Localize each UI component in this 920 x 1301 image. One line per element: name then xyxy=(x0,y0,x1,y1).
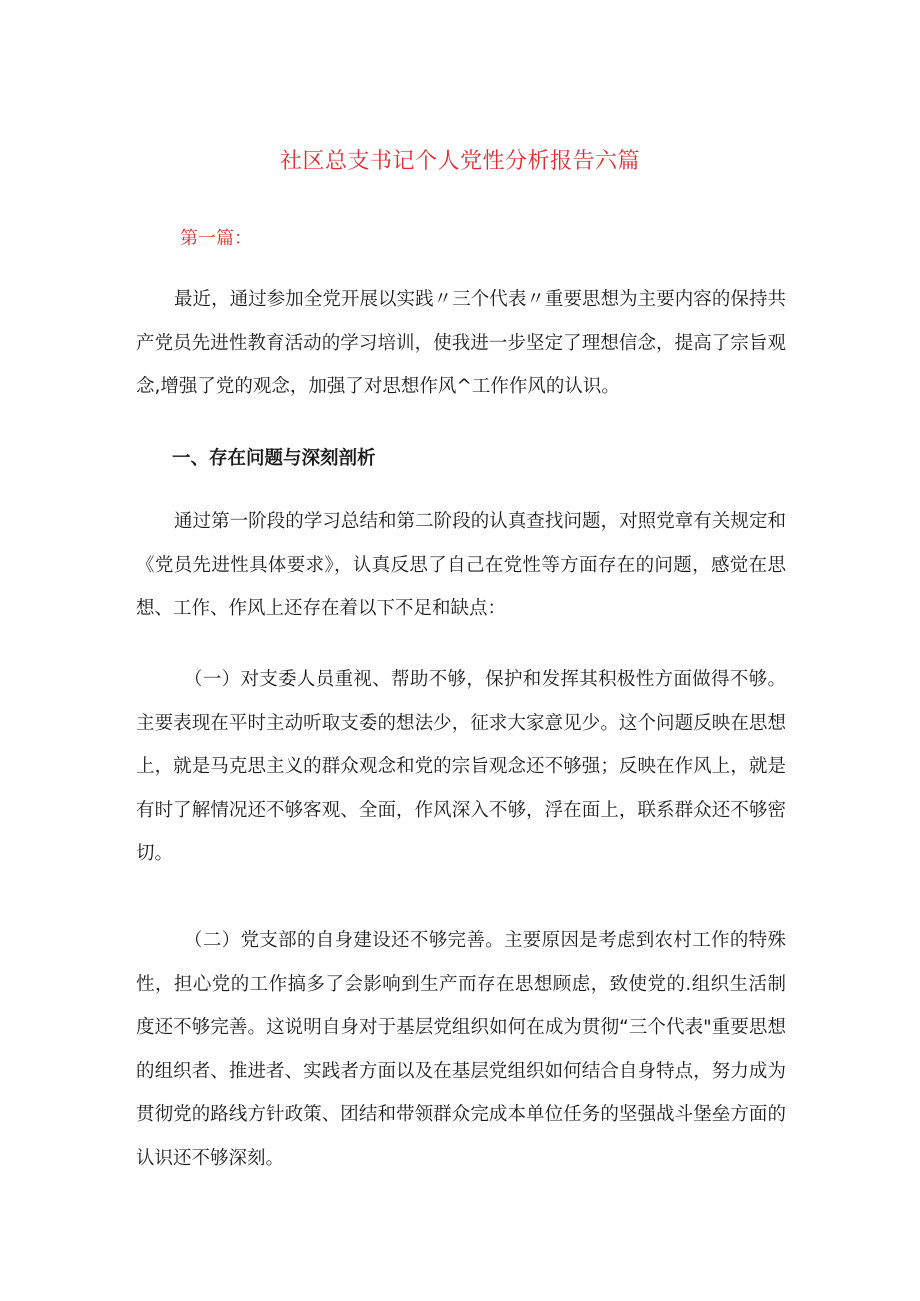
section-label: 第一篇： xyxy=(180,228,252,249)
body-paragraph-1: 通过第一阶段的学习总结和第二阶段的认真查找问题，对照党章有关规定和《党员先进性具体要求》，认真反思了自己在党性等方面存在的问题，感觉在思想、工作、作风上还存在着以下不足和缺点： xyxy=(136,511,786,619)
document-title: 社区总支书记个人党性分析报告六篇 xyxy=(279,149,640,174)
intro-paragraph: 最近，通过参加全党开展以实践〃三个代表〃重要思想为主要内容的保持共产党员先进性教育活动的学习培训，使我进一步坚定了理想信念，提高了宗旨观念,增强了党的观念，加强了对思想作风^工作作风的认识。 xyxy=(136,289,786,397)
body-paragraph-3: （二）党支部的自身建设还不够完善。主要原因是考虑到农村工作的特殊性，担心党的工作搞多了会影响到生产而存在思想顾虑，致使党的.组织生活制度还不够完善。这说明自身对于基层党组织如何在成为贯彻“三个代表"重要思想的组织者、推进者、实践者方面以及在基层党组织如何结合自身特点，努力成为贯彻党的路线方针政策、团结和带领群众完成本单位任务的坚强战斗堡垒方面的认识还不够深刻。 xyxy=(136,930,786,1169)
body-paragraph-2: （一）对支委人员重视、帮助不够，保护和发挥其积极性方面做得不够。主要表现在平时主动听取支委的想法少，征求大家意见少。这个问题反映在思想上，就是马克思主义的群众观念和党的宗旨观念还不够强；反映在作风上，就是有时了解情况还不够客观、全面，作风深入不够，浮在面上，联系群众还不够密切。 xyxy=(136,669,786,864)
section-heading: 一、存在问题与深刻剖析 xyxy=(172,448,376,469)
